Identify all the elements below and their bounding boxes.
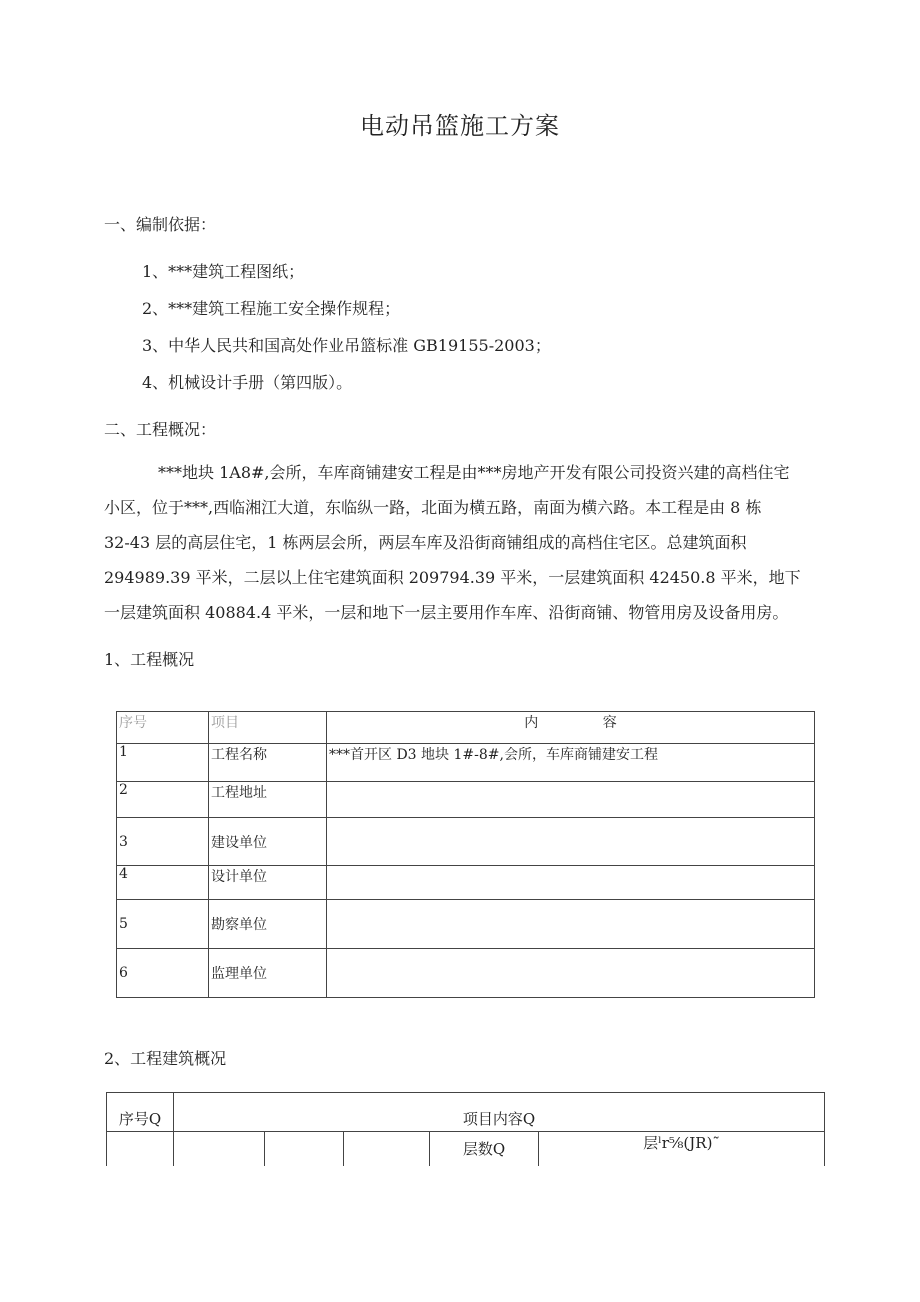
cell-no: 3 (117, 818, 209, 866)
cell-content (327, 782, 815, 818)
cell-no: 4 (117, 866, 209, 900)
paragraph-line: 294989.39 平米，二层以上住宅建筑面积 209794.39 平米，一层建筑面积 42450.8 平米，地下 (104, 568, 801, 587)
paragraph-line: ***地块 1A8#,会所，车库商铺建安工程是由***房地产开发有限公司投资兴建的高档住宅 (158, 463, 790, 482)
basis-item-2: 2、***建筑工程施工安全操作规程； (142, 299, 401, 318)
table-header-row (107, 1093, 825, 1132)
table-row (117, 900, 815, 949)
paragraph-line: 一层建筑面积 40884.4 平米，一层和地下一层主要用作车库、沿街商铺、物管用房及设备用房。 (104, 603, 789, 622)
cell-no: 1 (117, 744, 209, 782)
cell-item: 工程名称 (209, 744, 327, 782)
cell-floors: 层数Q (430, 1132, 539, 1166)
project-overview-table (116, 711, 815, 998)
table-row (107, 1132, 825, 1166)
cell-content (327, 818, 815, 866)
table-row (117, 866, 815, 900)
paragraph-line: 小区，位于***,西临湘江大道，东临纵一路，北面为横五路，南面为横六路。本工程是由 8 栋 (104, 498, 762, 517)
cell-empty (265, 1132, 344, 1166)
cell-empty (174, 1132, 265, 1166)
cell-item: 工程地址 (209, 782, 327, 818)
cell-empty (344, 1132, 430, 1166)
cell-content (327, 900, 815, 949)
cell-content (327, 949, 815, 998)
cell-no: 2 (117, 782, 209, 818)
table-row (117, 818, 815, 866)
overview-paragraph (104, 455, 824, 630)
cell-no: 5 (117, 900, 209, 949)
cell-item: 监理单位 (209, 949, 327, 998)
document-title: 电动吊篮施工方案 (360, 112, 560, 140)
basis-item-4: 4、机械设计手册（第四版）。 (142, 373, 353, 392)
subheading-building-overview: 2、工程建筑概况 (104, 1049, 227, 1068)
building-overview-table (106, 1092, 825, 1166)
table-row (117, 782, 815, 818)
table-row (117, 744, 815, 782)
table-row (117, 949, 815, 998)
header-no: 序号 (117, 712, 209, 744)
table-header-row (117, 712, 815, 744)
basis-item-1: 1、***建筑工程图纸； (142, 262, 305, 281)
cell-item: 勘察单位 (209, 900, 327, 949)
cell-content: ***首开区 D3 地块 1#-8#,会所，车库商铺建安工程 (327, 744, 815, 782)
cell-content (327, 866, 815, 900)
header-content: 内 容 (327, 712, 815, 744)
header-no: 序号Q (107, 1093, 174, 1132)
cell-item: 设计单位 (209, 866, 327, 900)
header-project-content: 项目内容Q (174, 1093, 825, 1132)
section-heading-basis: 一、编制依据： (104, 215, 217, 234)
cell-item: 建设单位 (209, 818, 327, 866)
basis-item-3: 3、中华人民共和国高处作业吊篮标准 GB19155-2003； (142, 336, 551, 355)
header-item: 项目 (209, 712, 327, 744)
cell-empty (107, 1132, 174, 1166)
section-heading-overview: 二、工程概况： (104, 420, 217, 439)
subheading-project-overview: 1、工程概况 (104, 650, 195, 669)
cell-no: 6 (117, 949, 209, 998)
paragraph-line: 32-43 层的高层住宅，1 栋两层会所，两层车库及沿街商铺组成的高档住宅区。总建筑面积 (104, 533, 747, 552)
cell-floor-height: 层ˡr⅝(JR)˜ (539, 1132, 825, 1166)
